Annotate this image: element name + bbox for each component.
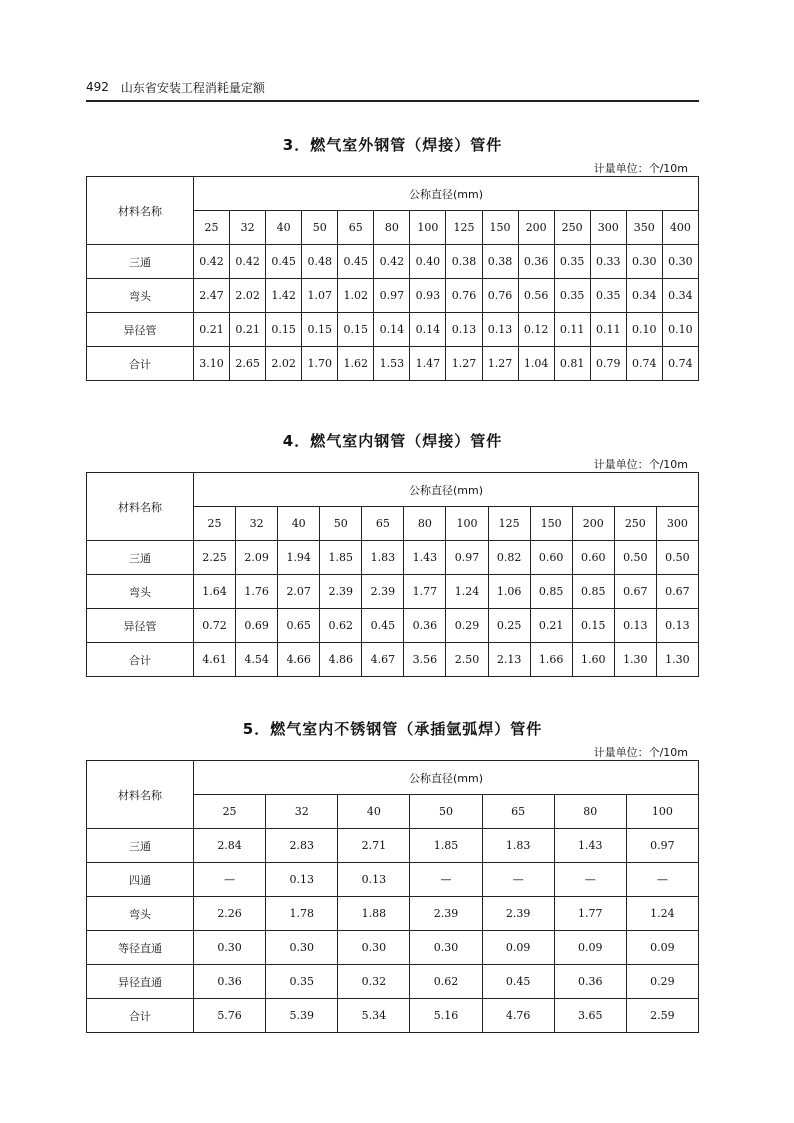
value-cell: 5.34 [338,999,410,1033]
value-cell: 4.66 [278,643,320,677]
value-cell: 1.62 [338,347,374,381]
value-cell: 0.42 [230,245,266,279]
value-cell: 1.30 [656,643,698,677]
value-cell: 0.25 [488,609,530,643]
section-title-5: 5．燃气室内不锈钢管（承插氩弧焊）管件 [242,720,543,738]
value-cell: 0.21 [530,609,572,643]
value-cell: 0.67 [656,575,698,609]
value-cell: 0.45 [338,245,374,279]
table-row [87,541,699,575]
value-cell: 0.97 [446,541,488,575]
value-cell: 4.86 [320,643,362,677]
diameter-cell: 80 [374,211,410,245]
value-cell: 1.85 [410,829,482,863]
value-cell: 5.39 [266,999,338,1033]
value-cell: 1.27 [482,347,518,381]
value-cell: 1.27 [446,347,482,381]
value-cell: 3.10 [194,347,230,381]
material-name-cell: 三通 [87,541,194,575]
value-cell: 1.43 [404,541,446,575]
material-name-cell: 等径直通 [87,931,194,965]
table-row [87,999,699,1033]
value-cell: 0.15 [302,313,338,347]
value-cell: 1.60 [572,643,614,677]
value-cell: 3.56 [404,643,446,677]
value-cell: 1.83 [362,541,404,575]
value-cell: 0.74 [662,347,698,381]
value-cell: 2.07 [278,575,320,609]
value-cell: 0.13 [446,313,482,347]
value-cell: 0.30 [194,931,266,965]
value-cell: 0.45 [266,245,302,279]
value-cell: 0.09 [626,931,698,965]
value-cell: 0.60 [530,541,572,575]
table-row [87,575,699,609]
diameter-cell: 40 [266,211,302,245]
value-cell: 2.02 [266,347,302,381]
value-cell: 0.81 [554,347,590,381]
header-row [87,473,699,507]
diameter-cell: 50 [320,507,362,541]
diameter-cell: 200 [572,507,614,541]
value-cell: 0.13 [338,863,410,897]
material-name-cell: 异径管 [87,609,194,643]
material-name-cell: 弯头 [87,279,194,313]
table-row [87,965,699,999]
diameter-cell: 25 [194,795,266,829]
value-cell: 0.50 [614,541,656,575]
table-outdoor-steel [86,176,699,381]
value-cell: 0.79 [590,347,626,381]
diameter-cell: 25 [194,211,230,245]
diameter-cell: 200 [518,211,554,245]
value-cell: 0.10 [626,313,662,347]
page-number: 492 [86,80,109,94]
value-cell: 0.35 [554,279,590,313]
value-cell: 0.34 [626,279,662,313]
diameter-cell: 125 [446,211,482,245]
value-cell: 0.85 [530,575,572,609]
unit-label-3: 计量单位：个/10m [593,162,688,175]
book-title: 山东省安装工程消耗量定额 [120,80,265,95]
material-name-cell: 四通 [87,863,194,897]
value-cell: 0.76 [446,279,482,313]
section-title-4: 4．燃气室内钢管（焊接）管件 [282,432,503,450]
unit-label-4: 计量单位：个/10m [593,458,688,471]
diameter-cell: 300 [590,211,626,245]
value-cell: 0.97 [374,279,410,313]
page-header [86,74,699,102]
value-cell: 1.30 [614,643,656,677]
value-cell: 4.54 [236,643,278,677]
table-row [87,245,699,279]
value-cell: 0.74 [626,347,662,381]
diameter-cell: 50 [410,795,482,829]
diameter-cell: 65 [482,795,554,829]
value-cell: 0.85 [572,575,614,609]
value-cell: 0.72 [194,609,236,643]
material-name-header: 材料名称 [87,177,194,245]
value-cell: 0.21 [194,313,230,347]
table-row [87,347,699,381]
value-cell: 0.34 [662,279,698,313]
value-cell: 1.94 [278,541,320,575]
value-cell: 0.15 [572,609,614,643]
value-cell: 2.25 [194,541,236,575]
material-name-cell: 三通 [87,245,194,279]
nominal-diameter-header: 公称直径(mm) [194,761,699,795]
value-cell: 0.13 [656,609,698,643]
material-name-cell: 合计 [87,999,194,1033]
value-cell: 0.36 [194,965,266,999]
diameter-cell: 350 [626,211,662,245]
value-cell: 0.76 [482,279,518,313]
value-cell: 0.38 [446,245,482,279]
value-cell: 1.76 [236,575,278,609]
value-cell: 2.39 [362,575,404,609]
diameter-cell: 80 [404,507,446,541]
value-cell: 2.71 [338,829,410,863]
value-cell: 0.50 [656,541,698,575]
value-cell: 0.15 [266,313,302,347]
diameter-cell: 150 [482,211,518,245]
value-cell: 0.36 [404,609,446,643]
table-row [87,279,699,313]
value-cell: 0.60 [572,541,614,575]
value-cell: 0.82 [488,541,530,575]
value-cell: 3.65 [554,999,626,1033]
value-cell: 0.48 [302,245,338,279]
value-cell: 0.42 [374,245,410,279]
value-cell: 5.76 [194,999,266,1033]
value-cell: 0.33 [590,245,626,279]
table-row [87,863,699,897]
diameter-cell: 125 [488,507,530,541]
value-cell: 2.39 [410,897,482,931]
value-cell: 2.50 [446,643,488,677]
value-cell: 1.43 [554,829,626,863]
material-name-cell: 异径管 [87,313,194,347]
value-cell: 0.13 [614,609,656,643]
value-cell: — [626,863,698,897]
value-cell: 2.09 [236,541,278,575]
value-cell: 0.45 [362,609,404,643]
value-cell: 1.42 [266,279,302,313]
value-cell: 0.65 [278,609,320,643]
value-cell: 2.02 [230,279,266,313]
value-cell: — [482,863,554,897]
value-cell: 0.13 [482,313,518,347]
value-cell: 0.12 [518,313,554,347]
value-cell: 1.83 [482,829,554,863]
value-cell: 1.78 [266,897,338,931]
value-cell: 0.09 [482,931,554,965]
value-cell: — [554,863,626,897]
value-cell: 1.85 [320,541,362,575]
diameter-cell: 65 [362,507,404,541]
value-cell: 2.47 [194,279,230,313]
value-cell: 1.77 [554,897,626,931]
value-cell: 1.66 [530,643,572,677]
value-cell: 2.39 [482,897,554,931]
diameter-cell: 40 [338,795,410,829]
value-cell: 2.84 [194,829,266,863]
value-cell: 0.32 [338,965,410,999]
diameter-cell: 32 [266,795,338,829]
value-cell: 4.67 [362,643,404,677]
value-cell: 1.88 [338,897,410,931]
value-cell: 0.35 [554,245,590,279]
table-row [87,643,699,677]
value-cell: 0.35 [266,965,338,999]
diameter-cell: 150 [530,507,572,541]
material-name-cell: 异径直通 [87,965,194,999]
value-cell: 2.83 [266,829,338,863]
table-row [87,931,699,965]
nominal-diameter-header: 公称直径(mm) [194,473,699,507]
value-cell: 0.62 [410,965,482,999]
value-cell: 0.42 [194,245,230,279]
value-cell: 0.11 [554,313,590,347]
header-row [87,177,699,211]
value-cell: 5.16 [410,999,482,1033]
material-name-cell: 三通 [87,829,194,863]
value-cell: 0.21 [230,313,266,347]
value-cell: 0.35 [590,279,626,313]
value-cell: 1.47 [410,347,446,381]
value-cell: 1.53 [374,347,410,381]
material-name-cell: 合计 [87,643,194,677]
material-name-cell: 弯头 [87,897,194,931]
value-cell: 4.61 [194,643,236,677]
value-cell: 0.29 [626,965,698,999]
value-cell: 0.30 [626,245,662,279]
value-cell: 1.70 [302,347,338,381]
diameter-cell: 300 [656,507,698,541]
header-row [87,761,699,795]
table-indoor-stainless [86,760,699,1033]
diameter-cell: 250 [554,211,590,245]
value-cell: 0.62 [320,609,362,643]
value-cell: — [410,863,482,897]
value-cell: 1.24 [626,897,698,931]
value-cell: 1.77 [404,575,446,609]
unit-label-5: 计量单位：个/10m [593,746,688,759]
diameter-cell: 32 [236,507,278,541]
value-cell: 0.11 [590,313,626,347]
table-row [87,609,699,643]
diameter-cell: 50 [302,211,338,245]
material-name-header: 材料名称 [87,761,194,829]
value-cell: 0.30 [266,931,338,965]
value-cell: 0.13 [266,863,338,897]
value-cell: 2.13 [488,643,530,677]
value-cell: 0.93 [410,279,446,313]
value-cell: 0.38 [482,245,518,279]
material-name-header: 材料名称 [87,473,194,541]
table-row [87,313,699,347]
value-cell: 0.56 [518,279,554,313]
value-cell: 1.24 [446,575,488,609]
value-cell: 0.30 [338,931,410,965]
diameter-cell: 40 [278,507,320,541]
value-cell: 1.04 [518,347,554,381]
value-cell: — [194,863,266,897]
table-indoor-steel [86,472,699,677]
diameter-cell: 100 [410,211,446,245]
value-cell: 0.09 [554,931,626,965]
value-cell: 2.39 [320,575,362,609]
diameter-cell: 400 [662,211,698,245]
material-name-cell: 弯头 [87,575,194,609]
value-cell: 1.64 [194,575,236,609]
value-cell: 1.07 [302,279,338,313]
value-cell: 0.69 [236,609,278,643]
value-cell: 0.15 [338,313,374,347]
diameter-cell: 100 [626,795,698,829]
value-cell: 2.65 [230,347,266,381]
diameter-cell: 100 [446,507,488,541]
value-cell: 1.02 [338,279,374,313]
value-cell: 1.06 [488,575,530,609]
table-row [87,829,699,863]
value-cell: 0.45 [482,965,554,999]
diameter-cell: 80 [554,795,626,829]
value-cell: 0.14 [410,313,446,347]
value-cell: 0.30 [410,931,482,965]
value-cell: 0.14 [374,313,410,347]
section-title-3: 3．燃气室外钢管（焊接）管件 [282,136,503,154]
diameter-cell: 25 [194,507,236,541]
material-name-cell: 合计 [87,347,194,381]
value-cell: 0.67 [614,575,656,609]
table-row [87,897,699,931]
value-cell: 0.97 [626,829,698,863]
value-cell: 0.40 [410,245,446,279]
diameter-cell: 32 [230,211,266,245]
value-cell: 2.59 [626,999,698,1033]
diameter-cell: 250 [614,507,656,541]
value-cell: 0.29 [446,609,488,643]
value-cell: 4.76 [482,999,554,1033]
diameter-cell: 65 [338,211,374,245]
value-cell: 0.36 [554,965,626,999]
nominal-diameter-header: 公称直径(mm) [194,177,699,211]
value-cell: 0.36 [518,245,554,279]
value-cell: 0.30 [662,245,698,279]
value-cell: 2.26 [194,897,266,931]
value-cell: 0.10 [662,313,698,347]
